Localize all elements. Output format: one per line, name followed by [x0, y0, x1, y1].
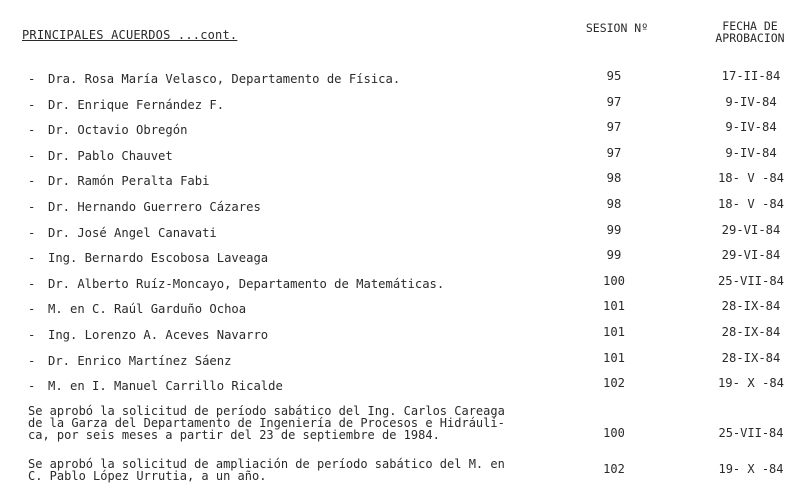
- list-item: [0, 119, 812, 145]
- bullet-dash: -: [28, 327, 36, 342]
- entry-sesion: 99: [606, 222, 622, 237]
- entry-sesion: 98: [606, 171, 622, 186]
- entry-name: - M. en C. Raúl Garduño Ochoa: [28, 302, 247, 317]
- entry-name: - Dra. Rosa María Velasco, Departamento de Física.: [28, 72, 401, 86]
- entry-fecha: 9-IV-84: [725, 120, 777, 135]
- bullet-dash: -: [28, 123, 36, 138]
- bullet-dash: -: [28, 72, 36, 86]
- entry-sesion: 97: [606, 120, 622, 135]
- column-header-sesion: SESION Nº: [585, 21, 649, 35]
- list-item: [0, 196, 812, 222]
- column-header-fecha: [700, 20, 800, 44]
- bullet-dash: -: [28, 97, 36, 112]
- bullet-dash: -: [28, 199, 36, 214]
- entry-name: - Dr. Hernando Guerrero Cázares: [28, 199, 261, 214]
- bullet-dash: -: [28, 353, 36, 368]
- entry-name: - Dr. Pablo Chauvet: [28, 148, 173, 163]
- entry-fecha: 18- V -84: [717, 171, 785, 186]
- entry-fecha: 29-VI-84: [721, 248, 781, 263]
- list-item: [0, 68, 812, 94]
- entry-name: - M. en I. Manuel Carrillo Ricalde: [28, 379, 283, 394]
- sabbatical-paragraph: Se aprobó la solicitud de período sabático del Ing. Carlos Careaga de la Garza del Departamento de Ingeniería de Procesos e Hidráuli- ca, por seis meses a partir del 23 de septiembre de 1984.: [28, 404, 505, 442]
- column-header-fecha-line1: FECHA DE: [722, 19, 778, 33]
- entry-name: - Dr. José Angel Canavati: [28, 225, 217, 240]
- list-item: [0, 170, 812, 196]
- entry-sesion: 98: [606, 196, 622, 211]
- entry-name: - Dr. Alberto Ruíz-Moncayo, Departamento de Matemáticas.: [28, 276, 445, 291]
- list-item: [0, 375, 812, 401]
- entry-fecha: 9-IV-84: [725, 145, 777, 160]
- entry-sesion: 97: [606, 94, 622, 109]
- bullet-dash: -: [28, 251, 36, 266]
- list-item: [0, 273, 812, 299]
- entry-sesion: 101: [602, 324, 625, 339]
- entry-sesion: 101: [602, 299, 625, 314]
- entry-name: - Ing. Lorenzo A. Aceves Navarro: [28, 327, 269, 342]
- entry-name: - Dr. Enrico Martínez Sáenz: [28, 353, 232, 368]
- paragraph-fecha: 25-VII-84: [718, 426, 784, 440]
- page-title: PRINCIPALES ACUERDOS ...cont.: [22, 28, 238, 42]
- bullet-dash: -: [28, 225, 36, 240]
- list-item: [0, 94, 812, 120]
- entry-fecha: 18- V -84: [717, 196, 785, 211]
- entry-fecha: 28-IX-84: [721, 324, 781, 339]
- entry-sesion: 102: [602, 376, 625, 391]
- list-item: [0, 298, 812, 324]
- entry-sesion: 100: [602, 273, 625, 288]
- paragraph-sesion: 100: [603, 426, 625, 440]
- bullet-dash: -: [28, 148, 36, 163]
- entry-fecha: 28-IX-84: [721, 350, 781, 365]
- bullet-dash: -: [28, 174, 36, 189]
- bullet-dash: -: [28, 302, 36, 317]
- entry-name: - Dr. Octavio Obregón: [28, 123, 188, 138]
- entry-sesion: 99: [606, 248, 622, 263]
- entry-sesion: 101: [602, 350, 625, 365]
- list-item: [0, 324, 812, 350]
- entry-sesion: 97: [606, 145, 622, 160]
- entry-fecha: 17-II-84: [721, 69, 781, 83]
- list-item: [0, 145, 812, 171]
- entry-fecha: 28-IX-84: [721, 299, 781, 314]
- sabbatical-extension-paragraph: Se aprobó la solicitud de ampliación de período sabático del M. en C. Pablo López Urrutia, a un año.: [28, 457, 505, 483]
- column-header-fecha-line2: APROBACION: [715, 31, 785, 45]
- bullet-dash: -: [28, 379, 36, 394]
- entry-name: - Dr. Ramón Peralta Fabi: [28, 174, 210, 189]
- entry-name: - Ing. Bernardo Escobosa Laveaga: [28, 251, 269, 266]
- entry-fecha: 19- X -84: [717, 376, 785, 391]
- list-item: [0, 247, 812, 273]
- list-item: [0, 350, 812, 376]
- paragraph-fecha: 19- X -84: [718, 462, 784, 476]
- entry-fecha: 9-IV-84: [725, 94, 777, 109]
- bullet-dash: -: [28, 276, 36, 291]
- paragraph-sesion: 102: [603, 462, 625, 476]
- entry-name: - Dr. Enrique Fernández F.: [28, 97, 225, 112]
- entry-fecha: 29-VI-84: [721, 222, 781, 237]
- entry-fecha: 25-VII-84: [717, 273, 785, 288]
- entry-sesion: 95: [606, 69, 622, 83]
- list-item: [0, 222, 812, 248]
- agreements-list: [0, 68, 812, 401]
